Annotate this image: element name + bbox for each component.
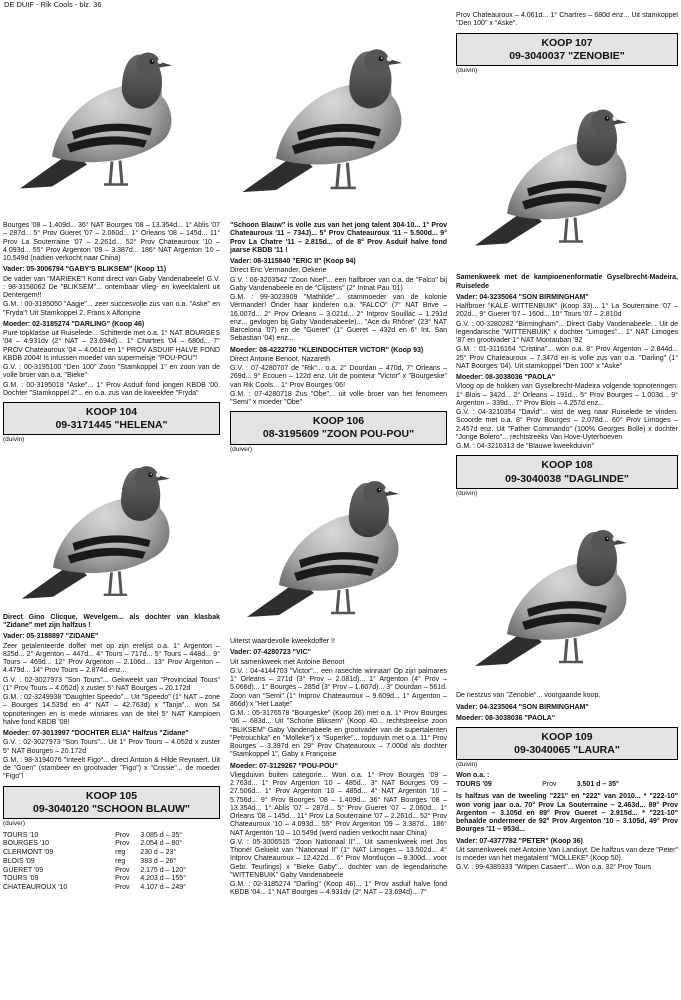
koop-104-mother-gv: G.V. : 02-3027973 "Son Tours"... Uit 1° Prov Tours – 4.052d x zuster 5° NAT Bourges – 20.172d <box>3 739 220 755</box>
koop-107-father-text: Halfbroer "KALE WITTENBUIK" (Koop 33)... 1° La Souterraine '07 – 202d... 9° Gueret '07 – 160d... 10° Tours '07 – 2.810d <box>456 303 678 319</box>
koop-109-sex: (duivin) <box>456 761 478 769</box>
pigeon-photo-koop-107 <box>467 76 667 271</box>
koop-105-father-gm: G.M. : 99-3023909 "Mathilde"... stammoeder van de kolonie Vermander! Onder haar kinderen o.a. "FALCO" (7° NAT Brive – 16.007d... 2° Prov Orleans – 3.021d... 2° Intprov Souillac – 1.291d enz... gevlogen bij Gaby Vandenabeele)... "Ace du Rhône" (23° NAT Barcelona '07) en de "Gueret" (1° Gueret – 432d en 6° Int. San Sebastian '04) enz... <box>230 294 447 343</box>
result-race: BLOIS '09 <box>3 857 35 865</box>
koop-109-title: KOOP 109 <box>541 731 593 744</box>
koop-108-ring: 09-3040038 "DAGLINDE" <box>505 472 629 485</box>
koop-104-title: KOOP 104 <box>85 406 138 418</box>
koop-104-father-gm: G.M. : 02-3249938 "Daughter Speedo"... Uit "Speedo" (1° NAT – zone – Bourges 14.535d en 4° NAT – 42.763d) x "Tanja"... won 54 topnoteringen en is mede winnares van de titel 5° NAT Kampioen halve fond KBDB '08! <box>3 694 220 726</box>
koop-106-sex: (duiver) <box>230 445 253 453</box>
koop-106-father-text: Uit samenkweek met Antoine Benoot <box>230 658 345 666</box>
koop-104-mother-gm: G.M. : 98-3194076 "Inteelt Figo"... direct Antoon & Hilde Reynaert. Uit de "Goen" (stambeer en grootvader "Figo") x "Crissie"... de moeder "Figo"! <box>3 756 220 781</box>
koop-105-ring: 09-3040120 "SCHOON BLAUW" <box>32 802 190 815</box>
won-result: 3.501 d – 35° <box>576 781 619 789</box>
koop-107-description: Samenkweek met de kampioenenformatie Gyselbrecht-Madeira, Ruiselede <box>456 274 678 290</box>
result-category: reg <box>115 849 126 857</box>
koop-104-description: Direct Gino Clicque, Wevelgem... als dochter van klasbak "Zidane" met zijn halfzus ! <box>3 613 220 630</box>
table-row <box>3 858 220 867</box>
pigeon-photo-koop-103 <box>12 14 212 219</box>
koop-107-ring: 09-3040037 "ZENOBIE" <box>509 49 625 62</box>
koop-103-father-gm: G.M. : 00-3195050 "Aagje"... zeer succesvolle zus van o.a. "Aske" en "Fryda"! Uit Stamkoppel 2, Frans x Alfonçine <box>3 301 220 317</box>
table-row <box>3 832 220 841</box>
result-category: Prov <box>115 866 130 874</box>
result-category: Prov <box>115 884 130 892</box>
koop-107-mother-text: Vloog op de hokken van Gyselbrecht-Madeira volgende topnoteringen: 1° Blois – 342d... 2° Orleans – 191d... 5° Prov Bourges – 1.003d... 9° Argenton – 339d... 7° Prov Blois – 4.257d enz... <box>456 383 678 407</box>
koop-109-description: Is halfzus van de tweeling "221" en "222" van 2010... * "222-10" won vorig jaar o.a. 70° Prov La Souterraine – 2.463d... 89° Prov Argenton – 3.105d en 89° Prov Gueret – 2.915d... * "221-10" behaalde ondermeer de 92° Prov Argenton '10 – 3.105d, 49° Prov Bourges '11 – 953d... <box>456 793 678 834</box>
koop-105-header <box>3 786 220 819</box>
table-row <box>3 840 220 849</box>
table-row <box>456 781 678 789</box>
koop-103-mother-text: Pure topklasse uit Ruiselede... Schitterde met o.a. 1° NAT BOURGES '04 – 4.931dv (2° NAT – 23.694d)... 1° Chartres '04 – 680d... 7° PROV Chateauroux '04 – 4.061d en 1° PROV ASDUIF HALVE FOND KBDB 2004! Is intussen moeder van supermeisje "POU-POU"! <box>3 330 220 362</box>
koop-109-won-heading: Won o.a. : <box>456 771 490 779</box>
table-row <box>3 875 220 884</box>
koop-109-won-table <box>456 781 678 789</box>
koop-104-father-heading: Vader: 05-3188897 "ZIDANE" <box>3 633 99 641</box>
koop-108-description: De nestzus van "Zenobie"... voorgaande koop. <box>456 692 601 700</box>
result-category: reg <box>115 857 126 865</box>
koop-104-sex: (duivin) <box>3 436 25 444</box>
koop-105-mother-heading: Moeder: 08-4222730 "KLEINDOCHTER VICTOR" (Koop 93) <box>230 346 424 354</box>
koop-106-header <box>230 411 447 444</box>
koop-104-header <box>3 402 220 435</box>
won-category: Prov <box>542 781 557 789</box>
column-1 <box>3 12 220 997</box>
column-2 <box>230 12 447 997</box>
koop-109-father-heading: Vader: 07-4377782 "PETER" (Koop 36) <box>456 837 583 845</box>
koop-103-father-heading: Vader: 05-3006794 "GABY'S BLIKSEM" (Koop 11) <box>3 266 167 274</box>
won-race: TOURS '09 <box>456 781 492 789</box>
koop-106-father-heading: Vader: 07-4280723 "VIC" <box>230 649 311 657</box>
koop-105-mother-gv: G.V. : 07-4280707 de "Rik"... o.a. 2° Dourdan – 470d, 7° Orleans – 269d... 9° Ecouen – 122d enz. Uit de pointeur "Victor" x "Bourgeske" van Rik Cools... 1° Prov Bourges '06! <box>230 365 447 389</box>
koop-107-sex: (duivin) <box>456 66 478 74</box>
result-race: TOURS '09 <box>3 875 39 883</box>
koop-105-results-table <box>3 832 220 893</box>
koop-109-header <box>456 727 678 760</box>
koop-106-description: Uiterst waardevolle kweekdoffer !! <box>230 638 335 646</box>
koop-107-title: KOOP 107 <box>541 36 593 49</box>
koop-106-title: KOOP 106 <box>312 415 365 428</box>
koop-105-father-gv: G.V. : 06-3203542 "Zoon Noel"... een halfbroer van o.a. de "Falco" bij Gaby Vandenabeele en de "Clijsters" (2° Intnat Pau '01) <box>230 276 447 292</box>
koop-107-mother-gv: G.V. : 04-3210354 "David"... wist de weg naar Ruiselede te vinden. Scoorde met o.a. 8° Prov Bourges – 2.078d... 60° Prov Limoges – 2.457d enz. Uit "Father Commando" (100% Georges Bolle) x dochter "Jonge Bolero"... rechtstreeks Van Hove-Uyterhoeven <box>456 409 678 441</box>
result-value: 2.054 d – 80° <box>140 840 183 848</box>
koop-104-father-gv: G.V. : 02-3027973 "Son Tours"... Gekweekt van "Provinciaal Tours" (1° Prov Tours – 4.052d) x zuster 5° NAT Bourges – 20.172d <box>3 676 220 692</box>
koop-104-father-text: Zeer getalenteerde doffer met op zijn erelijst o.a. 1° Argenton – 825d... 2° Argenton – 447d... 4° Tours – 717d... 5° Tours – 448d... 9° Tours – 469d... 12° Prov Argenton – 2.106d... 13° Prov Argenton – 4.479d... 14° Prov Tours – 2.874d enz... <box>3 642 220 675</box>
table-row <box>3 867 220 876</box>
koop-109-father-text: Uit samenkweek met Antoine Van Landuyt. De halfzus van deze "Peter" is moeder van het megatalent "MOLLEKE" (Koop 50). <box>456 846 678 863</box>
result-race: GUERET '09 <box>3 866 44 874</box>
column-3 <box>456 12 678 997</box>
koop-106-father-gm: G.M. : 05-3176578 "Bourgeske" (Koop 26) met o.a. 1° Prov Bourges '06 – 683d... Uit "Schone Bliksem" (Koop 40... rechtstreekse zoon "BLIKSEM" Gaby Vandenabeele en grootvader van de supertalenten "Petrouchka" en "Molleke") x "Superke"... topduivin met o.a. 11° Prov Bourges – 3.397d en 29° Prov Chateauroux – 7.000d als dochter "Stamkoppel 1", Gaby x Françoise <box>230 710 447 759</box>
koop-105-mother-text: Direct Antoine Benoot, Nazareth <box>230 355 331 363</box>
koop-109-ring: 09-3040065 "LAURA" <box>514 744 620 757</box>
result-race: TOURS '10 <box>3 831 39 839</box>
koop-103-intro: Bourges '08 – 1.409d... 36° NAT Bourges '08 – 13.354d... 1° Ablis '07 – 287d... 5° Prov Gueret '07 – 2.060d... 1° Orleans '08 – 145d... 11° Prov La Souterraine '07 – 2.261d... 52° Prov Chateauroux '10 – 4.093d... 55° Prov Argenton '09 – 3.387d... 186° NAT Argenton '10 – 10.549d (nadien verkocht naar China) <box>3 222 220 262</box>
koop-109-father-gv: G.V. : 99-4389333 "Witpen Casaert"... Won o.a. 32° Prov Tours <box>456 864 652 872</box>
result-category: Prov <box>115 840 130 848</box>
result-value: 383 d – 26° <box>140 857 177 865</box>
pigeon-photo-koop-104 <box>14 446 209 611</box>
koop-106-ring: 08-3195609 "ZOON POU-POU" <box>262 428 415 441</box>
koop-108-header <box>456 455 678 488</box>
table-row <box>3 849 220 858</box>
koop-106-continued: Prov Chateauroux – 4.061d... 1° Chartres – 680d enz... Uit stamkoppel "Den 100" x "Aske". <box>456 12 678 28</box>
koop-103-mother-gv: G.V. : 00-3195100 "Den 100" Zoon "Stamkoppel 1" en zoon van de volle broer van o.a. "Bieke" <box>3 364 220 380</box>
koop-105-mother-gm: G.M. : 07-4280718 Zus "Obe"... uit volle broer van het fenomeen "Semi" x moeder "Obe" <box>230 390 447 406</box>
koop-108-title: KOOP 108 <box>541 459 593 472</box>
koop-107-header <box>456 33 678 66</box>
koop-107-father-gv: G.V. : 00-3280282 "Birmingham"... Direct Gaby Vandenabeele... Uit de legendarische "WITTENBUIK" x dochter "Limoges"... 1° NAT Limoges '87 en grootvader 1° NAT Montauban '92 <box>456 320 678 345</box>
table-row <box>3 884 220 893</box>
koop-105-sex: (duiver) <box>3 819 26 827</box>
pigeon-photo-koop-108 <box>467 499 667 689</box>
pigeon-photo-koop-106 <box>239 455 439 635</box>
koop-108-mother-heading: Moeder: 08-3038036 "PAOLA" <box>456 714 556 722</box>
koop-106-mother-gv: G.V. : 05-3006515 "Zoon Nationaal II"... Uit samenkweek met Jos Thoné! Gekiekt van "Nationaal II" (1° NAT Limoges – 13.502d... 4° Intprov Chateauroux – 12.422d... 6° Prov Montluçon – 9.300d... voor Gebr. Teurlings) x "Bieke Gaby"... dochter van de legendarische "WITTENBUIK" Gaby Vandenabeele <box>230 838 447 879</box>
koop-105-intro: "Schoon Blauw" is volle zus van het jong talent 304-10... 1° Prov Chateauroux '11 – 734J)... 5° Prov Chateauroux '11 – 5.500d... 9° Prov La Chatre '11 – 2.815d... of de 8° Prov Asduif halve fond jaarse KBDB '11 ! <box>230 222 447 254</box>
pigeon-photo-koop-105 <box>234 14 444 219</box>
koop-107-mother-heading: Moeder: 08-3038036 "PAOLA" <box>456 374 556 382</box>
koop-107-father-gm: G.M. : 01-3116164 "Cristina"... won o.a. 8° Prov Argenton – 2.844d... 25° Prov Chateauroux – 7.347d en is volle zus van o.a. "Darling" (1° NAT Bourges '04). Uit stamkoppel "Den 100" x "Aske" <box>456 346 678 370</box>
koop-104-ring: 09-3171445 "HELENA" <box>55 419 168 432</box>
koop-105-father-text: Direct Eric Vermander, Oekene <box>230 267 327 275</box>
result-category: Prov <box>115 875 130 883</box>
running-head: DE DUIF - Rik Cools - blz. 36 <box>4 0 102 9</box>
result-value: 4.107 d – 249° <box>140 884 186 892</box>
koop-107-father-heading: Vader: 04-3235064 "SON BIRMINGHAM" <box>456 293 589 301</box>
koop-104-mother-heading: Moeder: 07-3013997 "DOCHTER ELIA" Halfzus "Zidane" <box>3 730 189 738</box>
koop-106-mother-text: Vliegduivin buiten categorie... Won o.a. 1° Prov Bourges '09 – 2.763d... 1° Prov Argenton '10 – 485d... 3° NAT Bourges '09 – 27.506d... 1° Prov Argenton '10 – 485d... 4° NAT Argenton '10 – 5.756d... 9° Prov Bourges '08 – 1.409d... 36° NAT Bourges '08 – 13.354d... 1° Ablis '07 – 287d... 5° Prov Gueret '07 – 2.060d... 1° Orleans '08 – 145d... 11° Prov La Souterraine '07 – 2.261d... 52° Prov Chateauroux '10 – 4.093d... 55° Prov Argenton '09 – 3.387d... 186° NAT Argenton '10 – 10.549d (werd nadien verkocht naar China) <box>230 771 447 837</box>
result-race: BOURGES '10 <box>3 840 50 848</box>
koop-103-father-text: De vader van "MARIEKE"! Komt direct van Gaby Vandenabeele! G.V. : 98-3158062 De "BLIKSEM"... ontembaar vlieg- en kweektalent uit Dentergem!! <box>3 275 220 299</box>
result-race: CLERMONT '09 <box>3 849 54 857</box>
result-value: 3.085 d – 35° <box>140 831 183 839</box>
koop-106-father-gv: G.V. : 04-4144703 "Victor"... een rasechte winnaar! Op zijn palmares 1° Orleans – 271d (3° Prov – 2.081d)... 1° Argenton (4° Prov – 5.066d)... 1° Bourges – 285d (3° Prov – 1.607d)... 3° Dourdan – 561d. Zoon van "Semi" (1° Intprov Chateauroux – 9.609d... 1° Argenton – 866d) x "Het Laatje" <box>230 667 447 708</box>
koop-106-mother-gm: G.M. : 02-3185274 "Darling" (Koop 46)... 1° Prov asduif halve fond KBDB '04... 1° NAT Bourges – 4.931dv (2° NAT – 23.694d)... 7° <box>230 881 447 897</box>
result-category: Prov <box>115 831 130 839</box>
koop-107-mother-gm: G.M. : 04-3210313 de "Blauwe kweekduivin" <box>456 443 595 451</box>
koop-106-mother-heading: Moeder: 07-3129267 "POU-POU" <box>230 762 338 770</box>
result-value: 230 d – 23° <box>140 849 177 857</box>
koop-108-father-heading: Vader: 04-3235064 "SON BIRMINGHAM" <box>456 703 589 711</box>
koop-105-title: KOOP 105 <box>85 789 138 802</box>
koop-108-sex: (duivin) <box>456 489 478 497</box>
result-value: 2.175 d – 120° <box>140 866 186 874</box>
koop-103-mother-gm: G.M. : 00-3195018 "Aske"... 1° Prov Asduif fond jongen KBDB '00. Dochter "Stamkoppel 2"... en o.a. zus van de kweekfee "Fryda" <box>3 381 220 397</box>
koop-105-father-heading: Vader: 08-3115840 "ERIC II" (Koop 94) <box>230 258 356 265</box>
result-race: CHATEAUROUX '10 <box>3 884 68 892</box>
koop-103-mother-heading: Moeder: 02-3185274 "DARLING" (Koop 46) <box>3 320 145 328</box>
result-value: 4.203 d – 155° <box>140 875 186 883</box>
